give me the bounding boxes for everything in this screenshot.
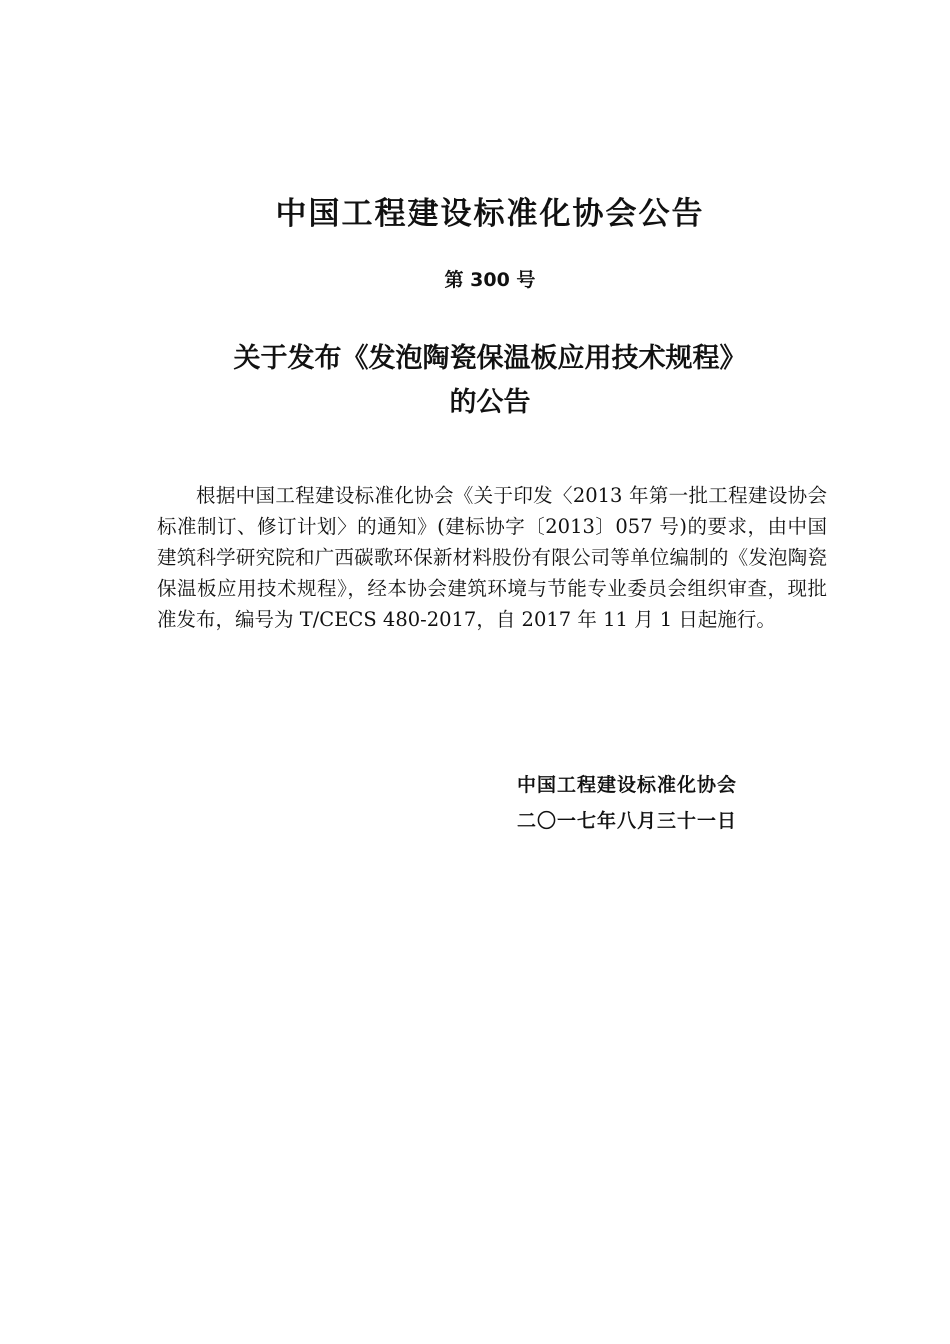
announcement-body: 根据中国工程建设标准化协会《关于印发〈2013 年第一批工程建设协会标准制订、修订计划〉的通知》(建标协字〔2013〕057 号)的要求，由中国建筑科学研究院和广西碳歌环保新材料股份有限公司等单位编制的《发泡陶瓷保温板应用技术规程》，经本协会建筑环境与节能专业委员会组织审查，现批准发布，编号为 T/CECS 480-2017，自 2017 年 11 月 1 日起施行。 xyxy=(157,484,827,631)
subtitle-line-2: 的公告 xyxy=(449,387,531,418)
announcement-subtitle xyxy=(0,337,950,425)
announcement-number: 第 300 号 xyxy=(444,269,536,291)
issue-date: 二〇一七年八月三十一日 xyxy=(517,810,738,832)
announcement-title: 中国工程建设标准化协会公告 xyxy=(275,196,705,232)
subtitle-line-1: 关于发布《发泡陶瓷保温板应用技术规程》 xyxy=(233,343,747,374)
signature-block xyxy=(517,767,737,839)
issuer-name: 中国工程建设标准化协会 xyxy=(517,774,738,796)
